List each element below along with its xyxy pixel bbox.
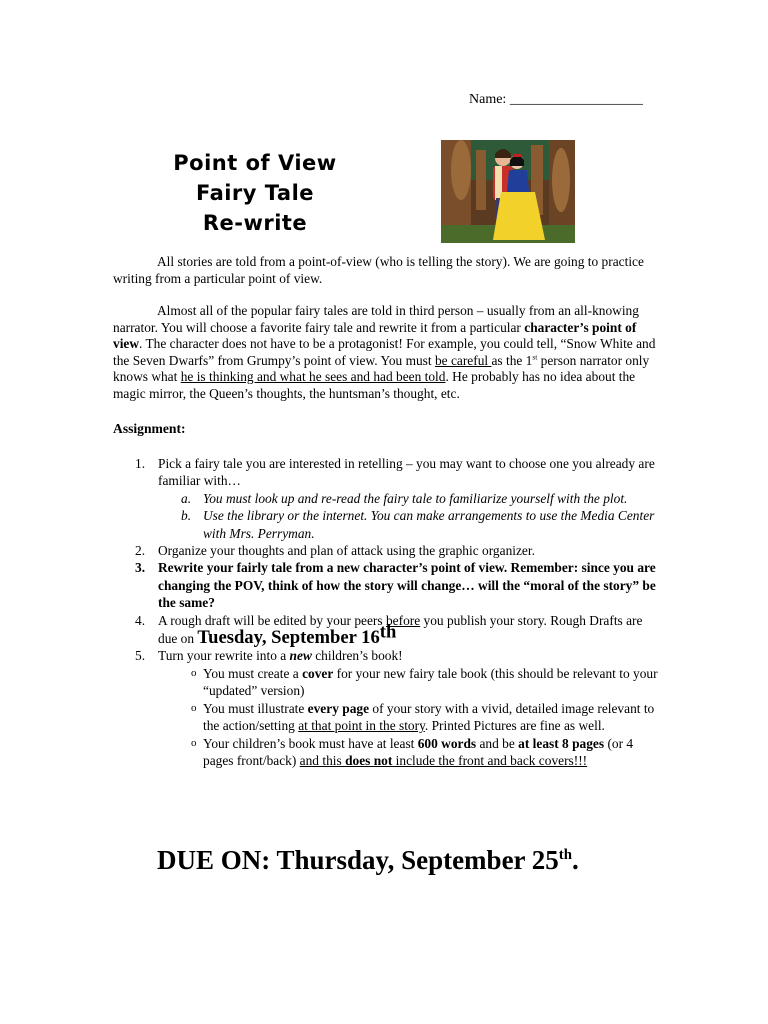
title-line-1: Point of View — [173, 151, 337, 175]
intro-text-2c: . The character does not have to be a protagonist! For example, you could tell, “Snow White and the Seven Dwarfs” from Grumpy’s point of view. You must — [113, 336, 656, 368]
bullet-text-bold: 600 words — [417, 735, 477, 751]
assignment-heading: Assignment: — [113, 421, 186, 436]
list-item-text: Organize your thoughts and plan of attack using the graphic organizer. — [158, 543, 535, 559]
bullet-text-underlined: include the front and back covers!!! — [392, 752, 588, 768]
due-date-text: DUE ON: Thursday, September 25 — [157, 845, 559, 875]
intro-text-2f: person narrator only knows what — [113, 352, 650, 385]
bullet-text: You must create a — [203, 665, 303, 681]
bullet-item-illustrate — [113, 700, 658, 735]
intro-paragraph-2 — [113, 303, 658, 403]
list-number: 3. — [135, 560, 146, 576]
bullet-text: and be — [476, 735, 519, 751]
intro-text-2g: he is thinking and what he sees and had been told — [180, 369, 446, 385]
list-item-text: children’s book! — [311, 648, 403, 664]
list-item-1 — [113, 455, 658, 490]
due-date-superscript: th — [558, 847, 572, 863]
list-number: 2. — [135, 543, 146, 559]
bullet-marker: o — [191, 666, 197, 679]
list-item-5 — [113, 647, 658, 664]
bullet-text-bold: every page — [307, 700, 370, 716]
intro-text-2d: be careful — [434, 352, 492, 368]
list-number: 5. — [135, 648, 146, 664]
bullet-text-bold: cover — [302, 665, 334, 681]
title-line-2: Fairy Tale — [195, 181, 315, 205]
intro-paragraph-1 — [113, 254, 658, 287]
list-item-2 — [113, 542, 658, 559]
list-item-text: Pick a fairy tale you are interested in retelling – you may want to choose one you already are familiar with… — [158, 456, 655, 489]
bullet-marker: o — [191, 736, 197, 749]
list-item-text: you publish your story. Rough Drafts are due on — [158, 612, 643, 647]
bullet-marker: o — [191, 701, 197, 714]
bullet-item-length — [113, 735, 658, 770]
rough-draft-due-date: Tuesday, September 16 — [197, 627, 380, 649]
list-item-4 — [113, 612, 658, 648]
bullet-text: (or 4 pages front/back) — [203, 735, 634, 768]
bullet-text-bold: at least 8 pages — [518, 735, 605, 751]
intro-text-2a: Almost all of the popular fairy tales are told in third person – usually from an all-knowing narrator. You will choose a favorite fairy tale and rewrite it from a particular — [113, 303, 639, 335]
list-item-text: Rewrite your fairly tale from a new character’s point of view. Remember: since you are changing the POV, think of how the story will change… will the “moral of the story” be the same? — [158, 560, 656, 611]
intro-text-1: All stories are told from a point-of-view (who is telling the story). We are going to practice writing from a particular point of view. — [113, 254, 644, 286]
final-due-date — [157, 845, 579, 876]
list-number: 4. — [135, 612, 146, 628]
bullet-text-bold: does not — [345, 752, 393, 768]
list-subitem-text: You must look up and re-read the fairy tale to familiarize yourself with the plot. — [203, 490, 628, 506]
bullet-text: of your story with a vivid, detailed image relevant to the action/setting — [203, 700, 655, 734]
bullet-text: for your new fairy tale book (this should be relevant to your “updated” version) — [203, 665, 658, 699]
intro-superscript-st: st — [532, 352, 538, 362]
title-line-3: Re-write — [202, 211, 308, 235]
due-date-period: . — [572, 845, 579, 875]
list-subitem-b — [113, 507, 658, 542]
intro-text-2e: as the 1 — [491, 352, 533, 368]
intro-text-2h: . He probably has no idea about the magic mirror, the Queen’s thoughts, the huntsman’s thought, etc. — [113, 369, 636, 401]
snow-white-illustration — [441, 140, 575, 243]
bullet-text-underlined: at that point in the story — [298, 718, 425, 734]
list-subitem-text: Use the library or the internet. You can make arrangements to use the Media Center with Mrs. Perryman. — [203, 508, 655, 541]
list-item-text-underlined: before — [385, 612, 421, 628]
bullet-text: . Printed Pictures are fine as well. — [424, 718, 605, 734]
list-letter: b. — [181, 508, 192, 524]
list-item-text-emphasis: new — [289, 648, 312, 664]
name-field-line: Name: ___________________ — [469, 92, 643, 107]
bullet-text: Your children’s book must have at least — [203, 735, 418, 751]
document-title — [160, 148, 350, 238]
list-item-text: A rough draft will be edited by your peers — [158, 612, 386, 628]
bullet-text: You must illustrate — [203, 700, 308, 716]
bullet-text-underlined: and this — [299, 752, 346, 768]
list-item-3 — [113, 559, 658, 611]
assignment-list — [113, 455, 658, 769]
date-superscript: th — [379, 621, 397, 643]
list-item-text: Turn your rewrite into a — [158, 648, 290, 664]
list-number: 1. — [135, 456, 146, 471]
list-letter: a. — [181, 490, 192, 506]
bullet-item-cover — [113, 665, 658, 700]
intro-text-2b: character’s point of view — [113, 319, 637, 352]
list-subitem-a — [113, 490, 658, 507]
